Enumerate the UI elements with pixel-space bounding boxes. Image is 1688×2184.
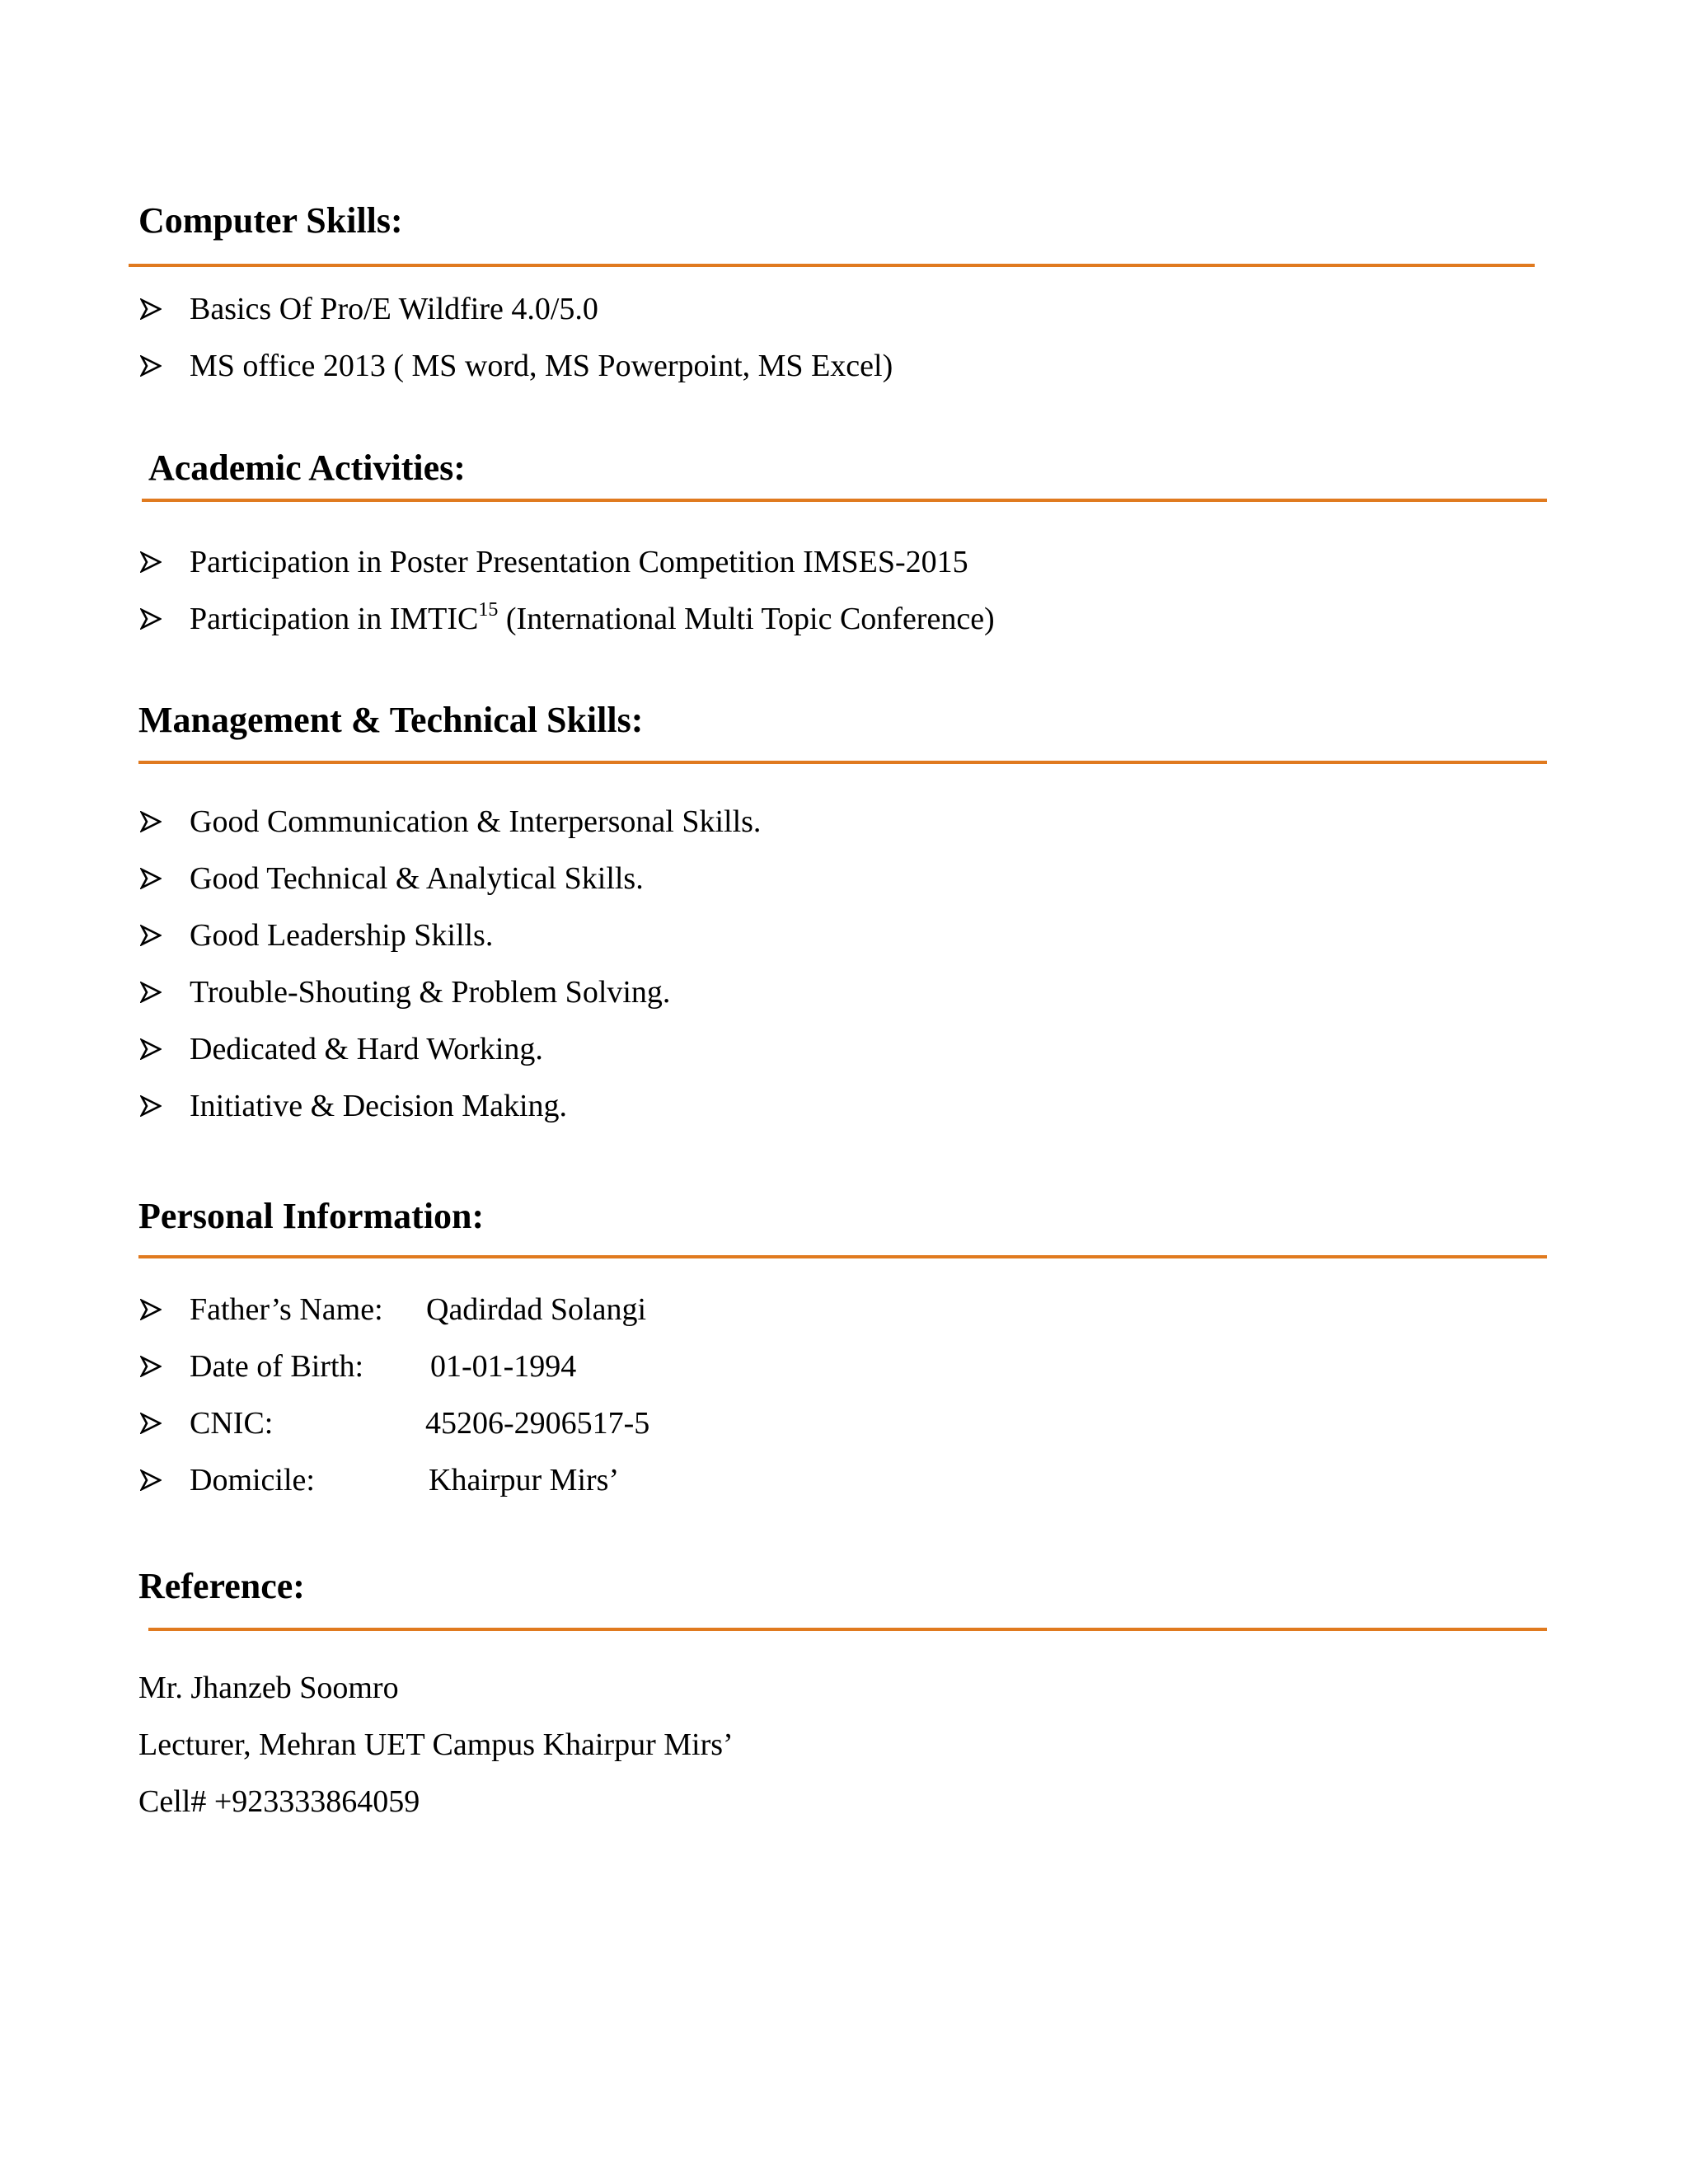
personal-information-divider — [138, 1255, 1547, 1258]
arrow-bullet-icon — [140, 925, 162, 946]
arrow-bullet-icon — [140, 811, 162, 832]
arrow-bullet-icon — [140, 1413, 162, 1434]
computer-skill-text: Basics Of Pro/E Wildfire 4.0/5.0 — [190, 292, 598, 326]
management-skill-text: Good Communication & Interpersonal Skills. — [190, 804, 762, 839]
info-label: CNIC: — [190, 1406, 274, 1441]
reference-name: Mr. Jhanzeb Soomro — [138, 1671, 399, 1705]
management-skills-divider — [138, 761, 1547, 764]
arrow-bullet-icon — [140, 1356, 162, 1377]
info-value: Khairpur Mirs’ — [429, 1463, 620, 1497]
imtic-superscript: 15 — [478, 599, 499, 621]
management-skill-text: Good Technical & Analytical Skills. — [190, 861, 644, 896]
arrow-bullet-icon — [140, 355, 162, 377]
computer-skill-text: MS office 2013 ( MS word, MS Powerpoint, MS Excel) — [190, 349, 893, 383]
info-value: 01-01-1994 — [430, 1349, 577, 1384]
info-label: Father’s Name: — [190, 1292, 383, 1327]
reference-phone: Cell# +923333864059 — [138, 1784, 420, 1819]
computer-skills-divider — [129, 264, 1535, 267]
management-skill-text: Dedicated & Hard Working. — [190, 1032, 543, 1066]
info-value: 45206-2906517-5 — [425, 1406, 650, 1441]
arrow-bullet-icon — [140, 298, 162, 320]
arrow-bullet-icon — [140, 551, 162, 573]
arrow-bullet-icon — [140, 1469, 162, 1491]
arrow-bullet-icon — [140, 1095, 162, 1117]
reference-heading: Reference: — [138, 1566, 305, 1606]
management-skills-heading: Management & Technical Skills: — [138, 700, 644, 740]
management-skill-text: Good Leadership Skills. — [190, 918, 494, 953]
management-skill-text: Trouble-Shouting & Problem Solving. — [190, 975, 671, 1010]
academic-activities-heading: Academic Activities: — [148, 448, 466, 488]
info-label: Domicile: — [190, 1463, 315, 1497]
computer-skills-heading: Computer Skills: — [138, 200, 403, 241]
academic-activity-text: Participation in Poster Presentation Competition IMSES-2015 — [190, 545, 968, 579]
info-value: Qadirdad Solangi — [426, 1292, 647, 1327]
arrow-bullet-icon — [140, 982, 162, 1003]
imtic-prefix: Participation in IMTIC — [190, 602, 479, 636]
academic-activities-divider — [142, 499, 1547, 502]
arrow-bullet-icon — [140, 1299, 162, 1320]
academic-activity-text — [190, 600, 995, 638]
arrow-bullet-icon — [140, 608, 162, 630]
arrow-bullet-icon — [140, 868, 162, 889]
reference-position: Lecturer, Mehran UET Campus Khairpur Mirs’ — [138, 1727, 734, 1762]
reference-divider — [148, 1628, 1547, 1631]
management-skill-text: Initiative & Decision Making. — [190, 1089, 568, 1123]
info-label: Date of Birth: — [190, 1349, 364, 1384]
arrow-bullet-icon — [140, 1038, 162, 1060]
imtic-suffix: (International Multi Topic Conference) — [498, 602, 995, 636]
personal-information-heading: Personal Information: — [138, 1196, 485, 1236]
